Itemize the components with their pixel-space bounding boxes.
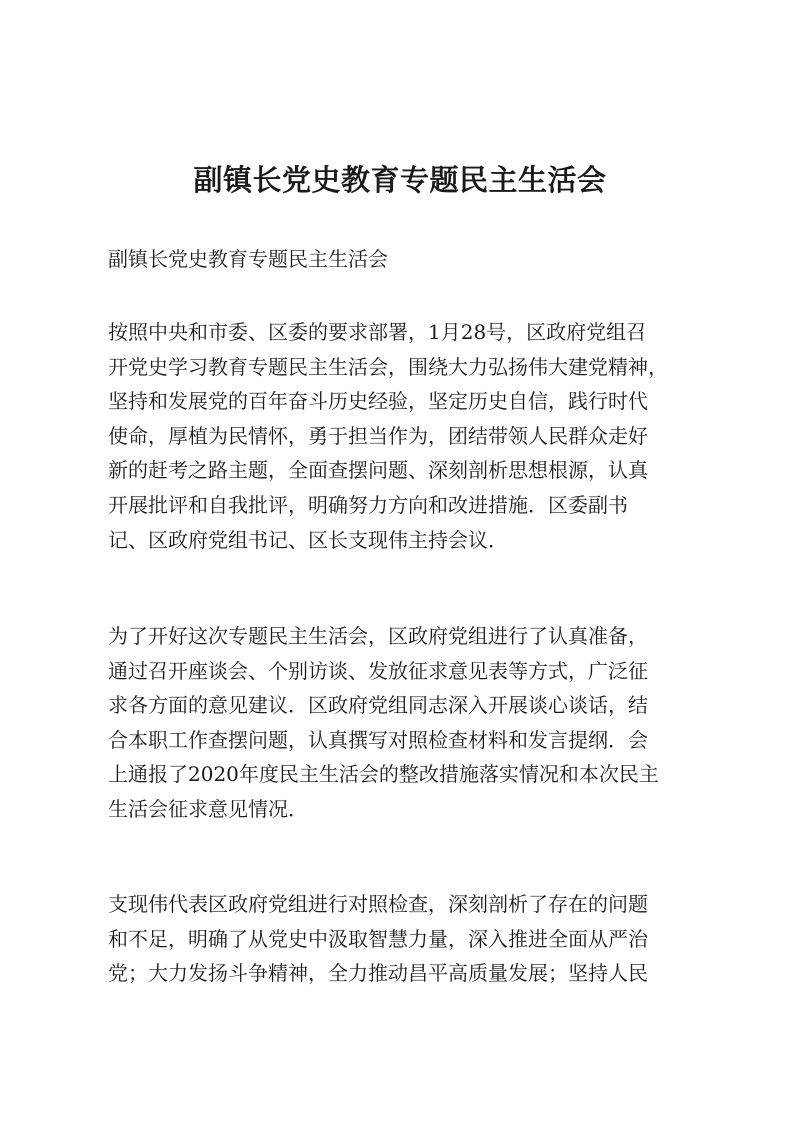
paragraph-line: 坚持和发展党的百年奋斗历史经验，坚定历史自信，践行时代 bbox=[108, 389, 648, 414]
paragraph-line: 支现伟代表区政府党组进行对照检查，深刻剖析了存在的问题 bbox=[108, 892, 648, 916]
paragraph-3 bbox=[108, 887, 708, 991]
paragraph-line: 和不足，明确了从党史中汲取智慧力量，深入推进全面从严治 bbox=[108, 926, 648, 951]
paragraph-line: 新的赶考之路主题，全面查摆问题、深刻剖析思想根源，认真 bbox=[108, 458, 648, 483]
paragraph-line: 党；大力发扬斗争精神，全力推动昌平高质量发展；坚持人民 bbox=[108, 961, 648, 986]
paragraph-line: 合本职工作查摆问题，认真撰写对照检查材料和发言提纲．会 bbox=[108, 727, 648, 752]
paragraph-line: 按照中央和市委、区委的要求部署，1月28号，区政府党组召 bbox=[108, 320, 647, 344]
paragraph-line: 为了开好这次专题民主生活会，区政府党组进行了认真准备， bbox=[108, 624, 648, 648]
paragraph-line: 求各方面的意见建议．区政府党组同志深入开展谈心谈话，结 bbox=[108, 693, 648, 718]
paragraph-line: 开展批评和自我批评，明确努力方向和改进措施．区委副书 bbox=[108, 492, 628, 517]
paragraph-line: 使命，厚植为民情怀，勇于担当作为，团结带领人民群众走好 bbox=[108, 423, 648, 448]
document-subtitle: 副镇长党史教育专题民主生活会 bbox=[108, 247, 388, 271]
paragraph-line: 上通报了2020年度民主生活会的整改措施落实情况和本次民主 bbox=[108, 762, 659, 787]
paragraph-line: 生活会征求意见情况． bbox=[108, 796, 308, 821]
paragraph-line: 记、区政府党组书记、区长支现伟主持会议． bbox=[108, 527, 508, 552]
paragraph-2 bbox=[108, 619, 708, 827]
paragraph-line: 开党史学习教育专题民主生活会，围绕大力弘扬伟大建党精神， bbox=[108, 354, 668, 379]
paragraph-line: 通过召开座谈会、个别访谈、发放征求意见表等方式，广泛征 bbox=[108, 658, 648, 683]
paragraph-1 bbox=[108, 315, 708, 557]
document-title: 副镇长党史教育专题民主生活会 bbox=[193, 163, 607, 197]
